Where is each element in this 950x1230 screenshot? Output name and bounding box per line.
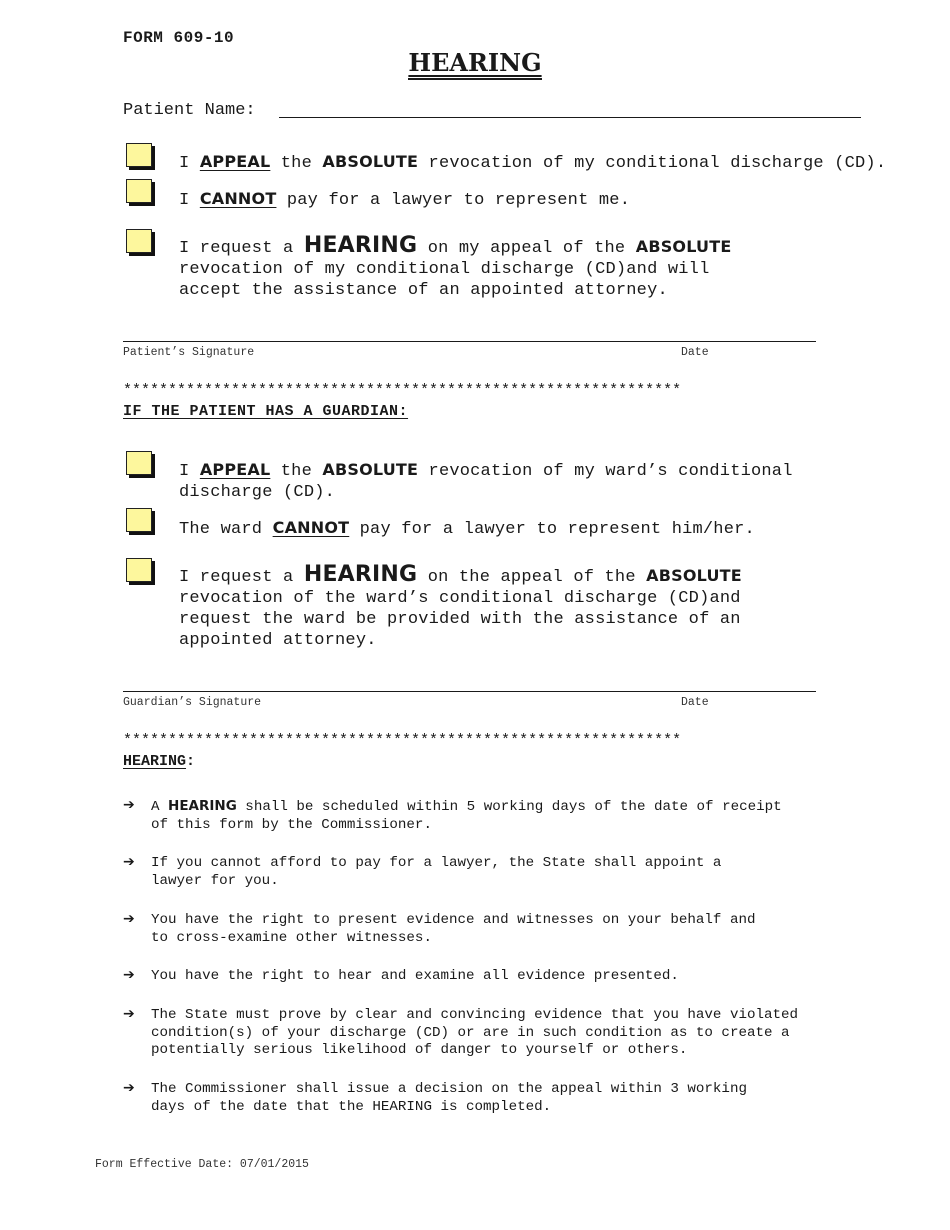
hearing-heading: HEARING: xyxy=(123,753,196,770)
patient-signature-label: Patient’s Signature xyxy=(123,346,255,359)
guardian-cannot-pay-statement: The ward CANNOT pay for a lawyer to represent him/her. xyxy=(179,518,755,539)
absolute-keyword: ABSOLUTE xyxy=(322,152,419,171)
appeal-checkbox[interactable] xyxy=(126,143,152,167)
guardian-request-hearing-checkbox[interactable] xyxy=(126,558,152,582)
guardian-signature-label: Guardian’s Signature xyxy=(123,696,262,709)
hearing-bullet-3: You have the right to present evidence and witnesses on your behalf and to cross-examine other witnesses. xyxy=(151,912,756,946)
request-hearing-checkbox[interactable] xyxy=(126,229,152,253)
guardian-appeal-statement: I APPEAL the ABSOLUTE revocation of my ward’s conditional discharge (CD). xyxy=(179,460,793,502)
arrow-bullet-icon: ➔ xyxy=(123,797,135,813)
arrow-bullet-icon: ➔ xyxy=(123,1006,135,1022)
hearing-bullet-4: You have the right to hear and examine all evidence presented. xyxy=(151,968,679,984)
request-hearing-statement: I request a HEARING on my appeal of the ABSOLUTE revocation of my conditional discharge (CD)and will accept the assistance of an appointed attorney. xyxy=(179,233,732,300)
hearing-bullet-6: The Commissioner shall issue a decision on the appeal within 3 working days of the date that the HEARING is completed. xyxy=(151,1081,747,1115)
arrow-bullet-icon: ➔ xyxy=(123,967,135,983)
appeal-keyword: APPEAL xyxy=(199,152,271,171)
patient-date-label: Date xyxy=(681,346,709,359)
cannot-pay-checkbox[interactable] xyxy=(126,179,152,203)
patient-name-label: Patient Name: xyxy=(123,101,256,120)
arrow-bullet-icon: ➔ xyxy=(123,854,135,870)
cannot-keyword: CANNOT xyxy=(199,189,277,208)
guardian-date-label: Date xyxy=(681,696,709,709)
guardian-heading: IF THE PATIENT HAS A GUARDIAN: xyxy=(123,403,409,420)
hearing-keyword: HEARING xyxy=(303,233,418,258)
guardian-appeal-checkbox[interactable] xyxy=(126,451,152,475)
form-effective-date: Form Effective Date: 07/01/2015 xyxy=(95,1158,309,1171)
page-title: HEARING xyxy=(408,48,541,80)
hearing-bullet-2: If you cannot afford to pay for a lawyer, the State shall appoint a lawyer for you. xyxy=(151,855,722,889)
arrow-bullet-icon: ➔ xyxy=(123,911,135,927)
page-title-wrap xyxy=(0,48,950,77)
divider-stars: ************************************************************** xyxy=(123,382,682,399)
guardian-request-hearing-statement: I request a HEARING on the appeal of the ABSOLUTE revocation of the ward’s conditional discharge (CD)and request the ward be provided with the assistance of an appointed attorney. xyxy=(179,562,742,650)
guardian-cannot-pay-checkbox[interactable] xyxy=(126,508,152,532)
patient-name-field[interactable] xyxy=(279,117,861,118)
hearing-bullet-1: A HEARING shall be scheduled within 5 working days of the date of receipt of this form by the Commissioner. xyxy=(151,798,782,833)
form-number: FORM 609-10 xyxy=(123,29,235,47)
patient-signature-field[interactable] xyxy=(123,341,816,342)
appeal-statement: I APPEAL the ABSOLUTE revocation of my conditional discharge (CD). xyxy=(179,152,887,173)
cannot-pay-statement: I CANNOT pay for a lawyer to represent me. xyxy=(179,189,631,210)
divider-stars-2: ************************************************************** xyxy=(123,732,682,749)
arrow-bullet-icon: ➔ xyxy=(123,1080,135,1096)
hearing-bullet-5: The State must prove by clear and convincing evidence that you have violated condition(s) of your discharge (CD) or are in such condition as to create a potentially serious likelihood of danger to yourself or others. xyxy=(151,1007,799,1058)
guardian-signature-field[interactable] xyxy=(123,691,816,692)
